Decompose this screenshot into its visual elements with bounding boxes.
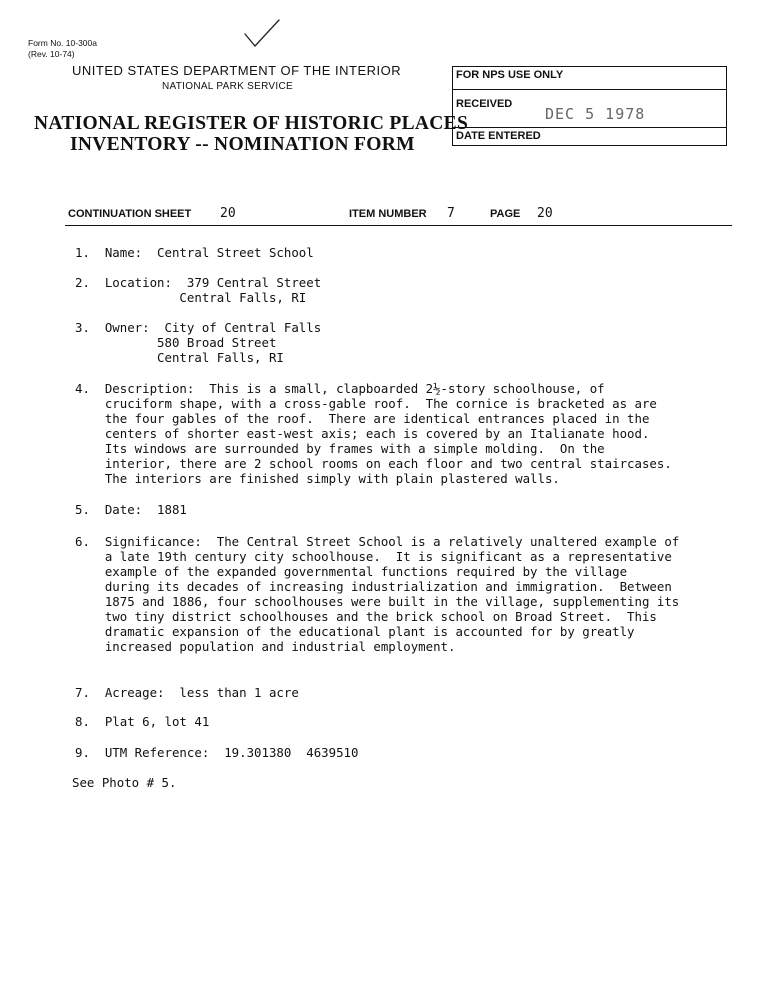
received-label: RECEIVED — [456, 98, 513, 110]
nps-use-box — [452, 66, 727, 146]
page-value: 20 — [537, 206, 553, 221]
form-title-line2: INVENTORY -- NOMINATION FORM — [70, 134, 415, 155]
description-line: interior, there are 2 school rooms on each floor and two central staircases. — [75, 456, 672, 471]
significance-line: dramatic expansion of the educational plant is accounted for by greatly — [75, 624, 635, 639]
significance-line: during its decades of increasing industrialization and immigration. Between — [75, 579, 672, 594]
significance-line: 6. Significance: The Central Street School is a relatively unaltered example of — [75, 534, 680, 549]
form-no-text: Form No. 10-300a — [28, 38, 97, 48]
item-plat: 8. Plat 6, lot 41 — [75, 714, 210, 729]
continuation-sheet-value: 20 — [220, 206, 236, 221]
significance-line: a late 19th century city schoolhouse. It is significant as a representative — [75, 549, 672, 564]
item-date: 5. Date: 1881 — [75, 502, 187, 517]
page-label: PAGE — [490, 208, 521, 220]
item-owner-line3: Central Falls, RI — [75, 350, 284, 365]
item-location-line1: 2. Location: 379 Central Street — [75, 275, 322, 290]
item-number-label: ITEM NUMBER — [349, 208, 427, 220]
item-acreage: 7. Acreage: less than 1 acre — [75, 685, 299, 700]
checkmark-icon — [243, 18, 283, 50]
form-title-line1: NATIONAL REGISTER OF HISTORIC PLACES — [34, 113, 469, 134]
description-line: 4. Description: This is a small, clapboarded 2½-story schoolhouse, of — [75, 381, 605, 396]
header-rule — [65, 225, 732, 226]
service-name: NATIONAL PARK SERVICE — [162, 81, 293, 92]
item-number-value: 7 — [447, 206, 455, 221]
significance-line: two tiny district schoolhouses and the brick school on Broad Street. This — [75, 609, 657, 624]
continuation-sheet-label: CONTINUATION SHEET — [68, 208, 192, 220]
form-number — [28, 38, 97, 60]
nps-box-divider — [453, 89, 726, 90]
description-line: cruciform shape, with a cross-gable roof. The cornice is bracketed as are — [75, 396, 657, 411]
item-utm-reference: 9. UTM Reference: 19.301380 4639510 — [75, 745, 359, 760]
form-revision-text: (Rev. 10-74) — [28, 49, 75, 59]
nps-box-divider — [453, 127, 726, 128]
description-line: The interiors are finished simply with plain plastered walls. — [75, 471, 560, 486]
significance-line: increased population and industrial employment. — [75, 639, 456, 654]
description-line: the four gables of the roof. There are identical entrances placed in the — [75, 411, 650, 426]
date-entered-label: DATE ENTERED — [456, 130, 541, 142]
photo-reference: See Photo # 5. — [72, 775, 177, 790]
significance-line: 1875 and 1886, four schoolhouses were built in the village, supplementing its — [75, 594, 680, 609]
significance-line: example of the expanded governmental functions required by the village — [75, 564, 628, 579]
received-stamp: DEC 5 1978 — [545, 105, 646, 123]
department-name: UNITED STATES DEPARTMENT OF THE INTERIOR — [72, 63, 402, 78]
item-owner-line1: 3. Owner: City of Central Falls — [75, 320, 322, 335]
item-name: 1. Name: Central Street School — [75, 245, 314, 260]
description-line: Its windows are surrounded by frames with a simple molding. On the — [75, 441, 605, 456]
item-location-line2: Central Falls, RI — [75, 290, 307, 305]
description-line: centers of shorter east-west axis; each is covered by an Italianate hood. — [75, 426, 650, 441]
nps-use-label: FOR NPS USE ONLY — [456, 69, 564, 81]
item-owner-line2: 580 Broad Street — [75, 335, 277, 350]
